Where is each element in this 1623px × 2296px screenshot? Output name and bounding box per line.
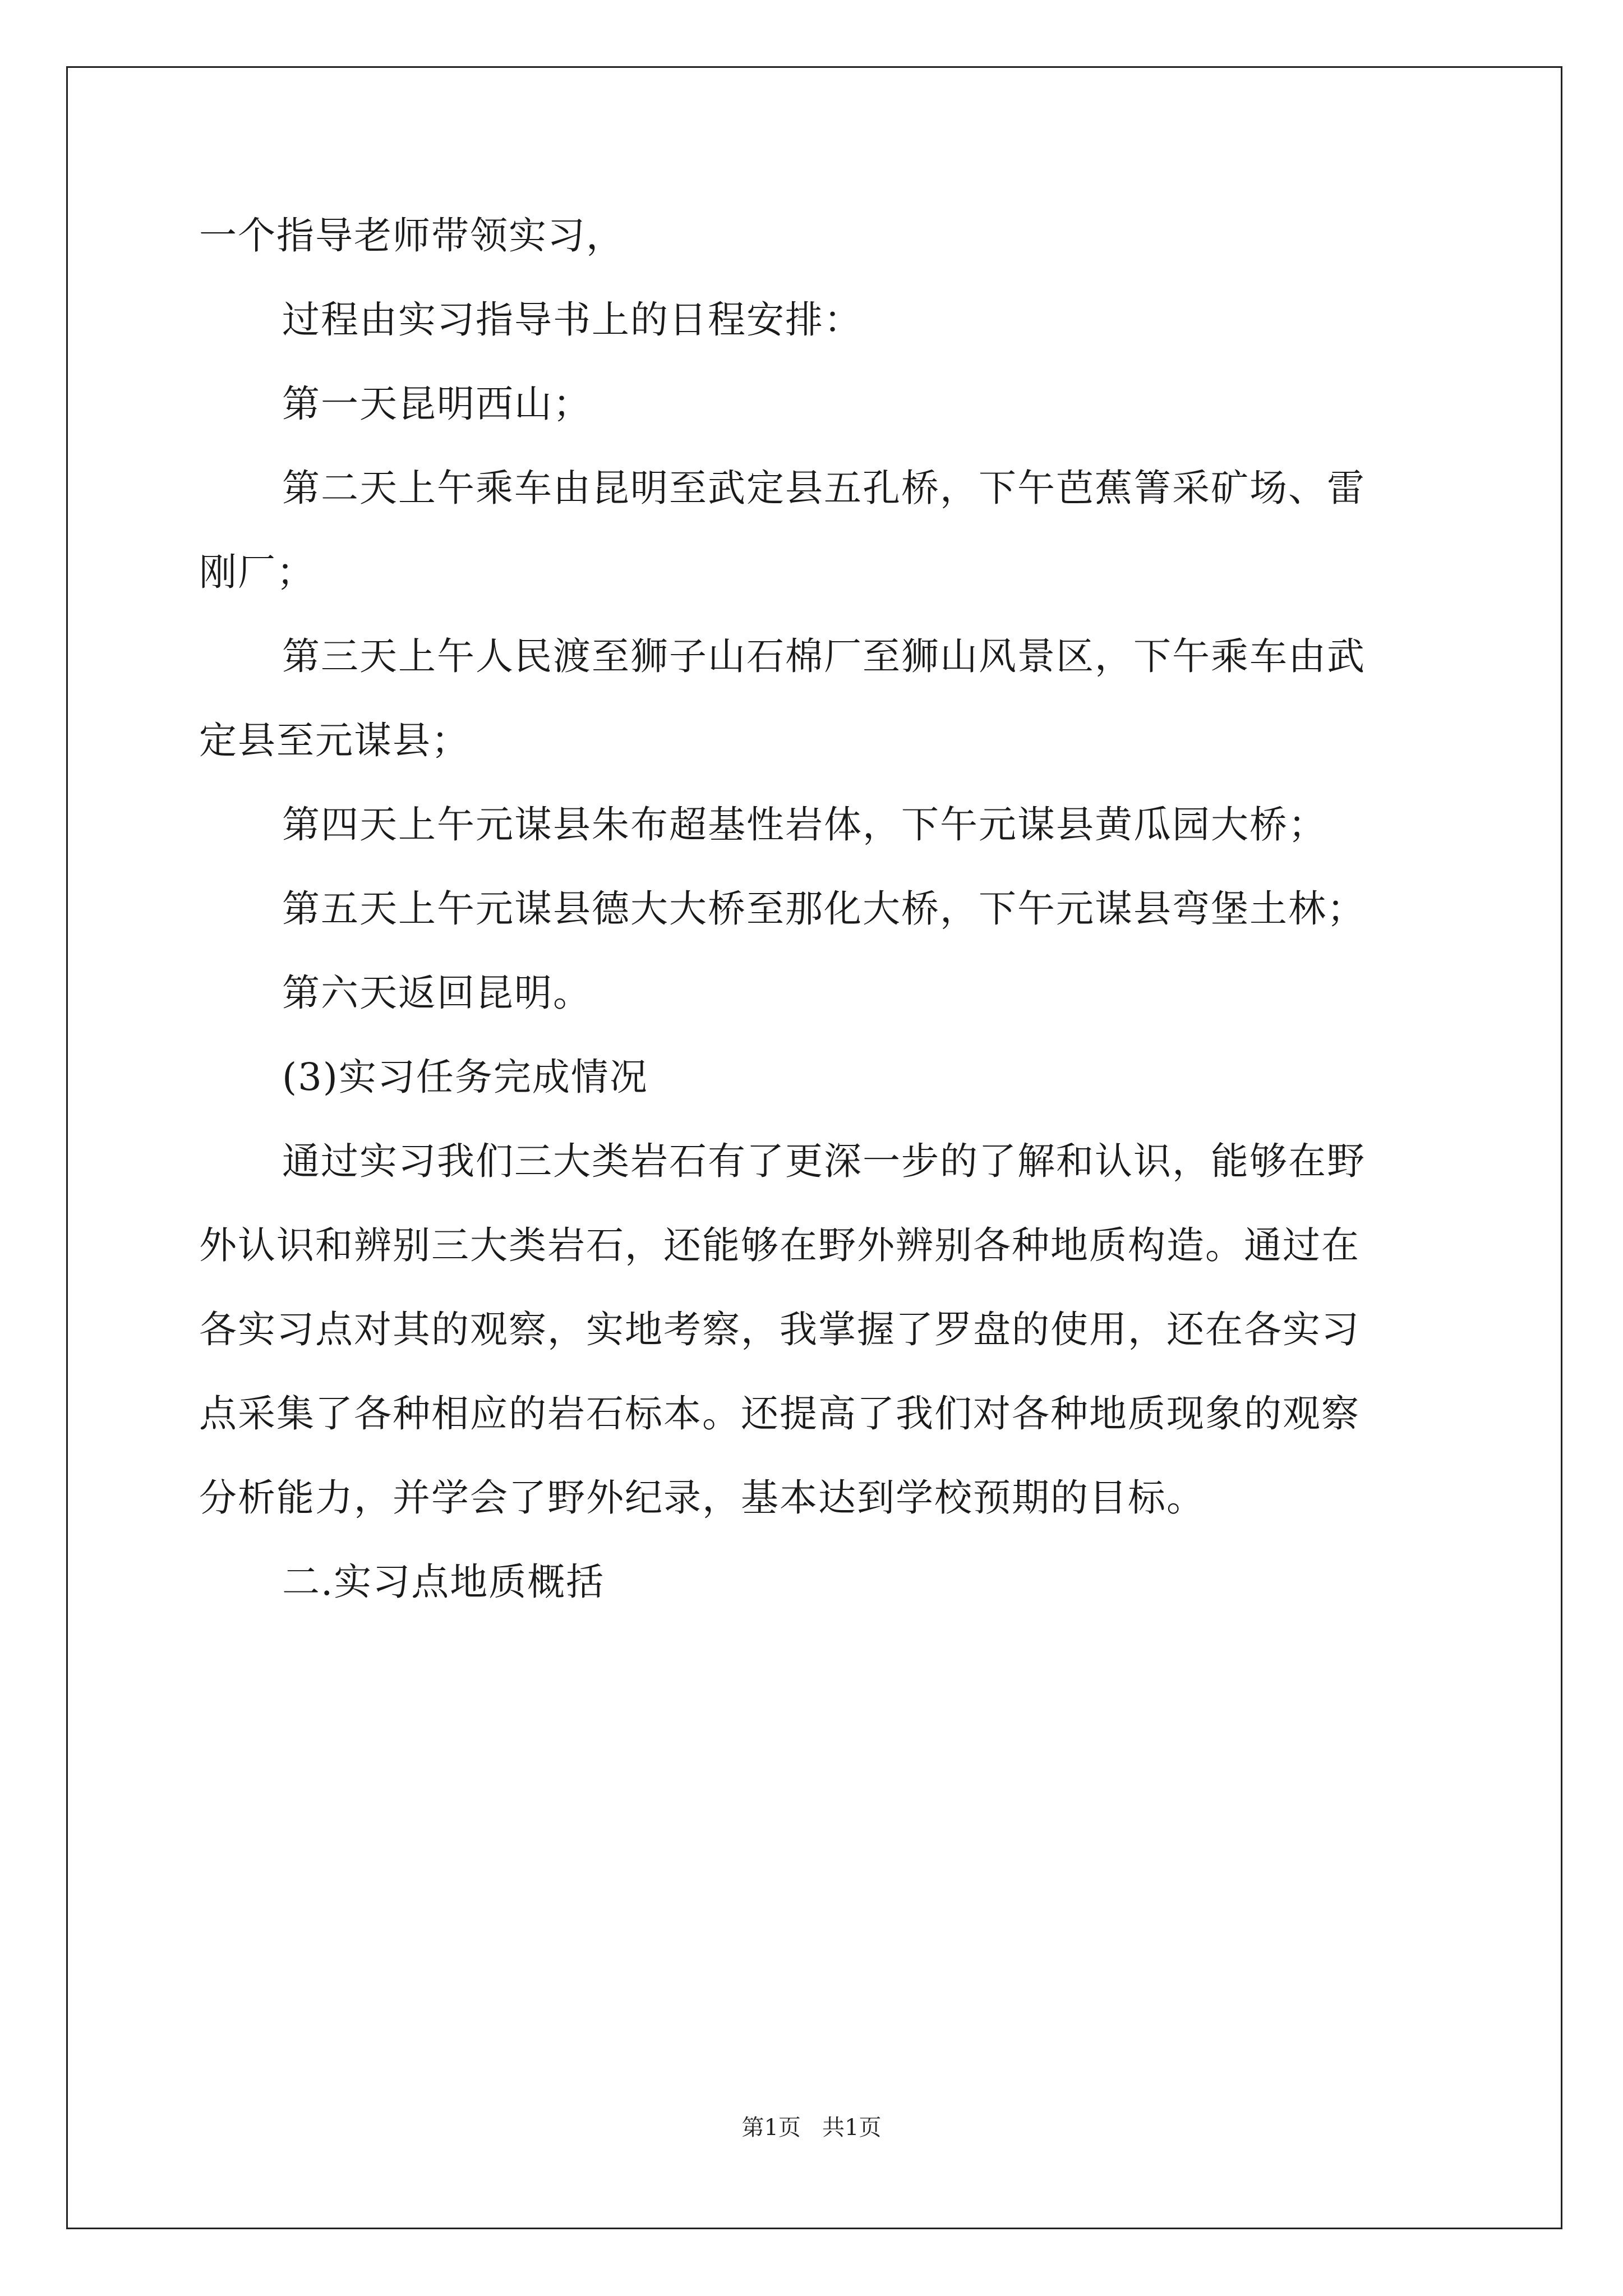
text-line: 第一天昆明西山； bbox=[282, 382, 592, 426]
text-line: 第三天上午人民渡至狮子山石棉厂至狮山风景区，下午乘车由武 bbox=[282, 634, 1366, 678]
section-heading: (3)实习任务完成情况 bbox=[282, 1055, 648, 1099]
text-line: 通过实习我们三大类岩石有了更深一步的了解和认识，能够在野 bbox=[282, 1139, 1366, 1183]
page-number-footer: 第1页 共1页 bbox=[741, 2115, 882, 2141]
text-line: 外认识和辨别三大类岩石，还能够在野外辨别各种地质构造。通过在 bbox=[199, 1223, 1360, 1267]
section-heading: 二.实习点地质概括 bbox=[282, 1560, 605, 1604]
text-line: 第五天上午元谋县德大大桥至那化大桥，下午元谋县弯堡土林； bbox=[282, 887, 1366, 931]
text-line: 第六天返回昆明。 bbox=[282, 971, 592, 1015]
text-line: 刚厂； bbox=[199, 550, 315, 594]
text-line: 一个指导老师带领实习， bbox=[199, 214, 625, 257]
text-line: 各实习点对其的观察，实地考察，我掌握了罗盘的使用，还在各实习 bbox=[199, 1308, 1360, 1351]
text-line: 点采集了各种相应的岩石标本。还提高了我们对各种地质现象的观察 bbox=[199, 1392, 1360, 1435]
text-line: 分析能力，并学会了野外纪录，基本达到学校预期的目标。 bbox=[199, 1476, 1205, 1520]
text-line: 第二天上午乘车由昆明至武定县五孔桥，下午芭蕉箐采矿场、雷 bbox=[282, 466, 1366, 510]
text-line: 第四天上午元谋县朱布超基性岩体，下午元谋县黄瓜园大桥； bbox=[282, 803, 1327, 846]
text-line: 过程由实习指导书上的日程安排： bbox=[282, 298, 863, 342]
text-line: 定县至元谋县； bbox=[199, 719, 470, 762]
